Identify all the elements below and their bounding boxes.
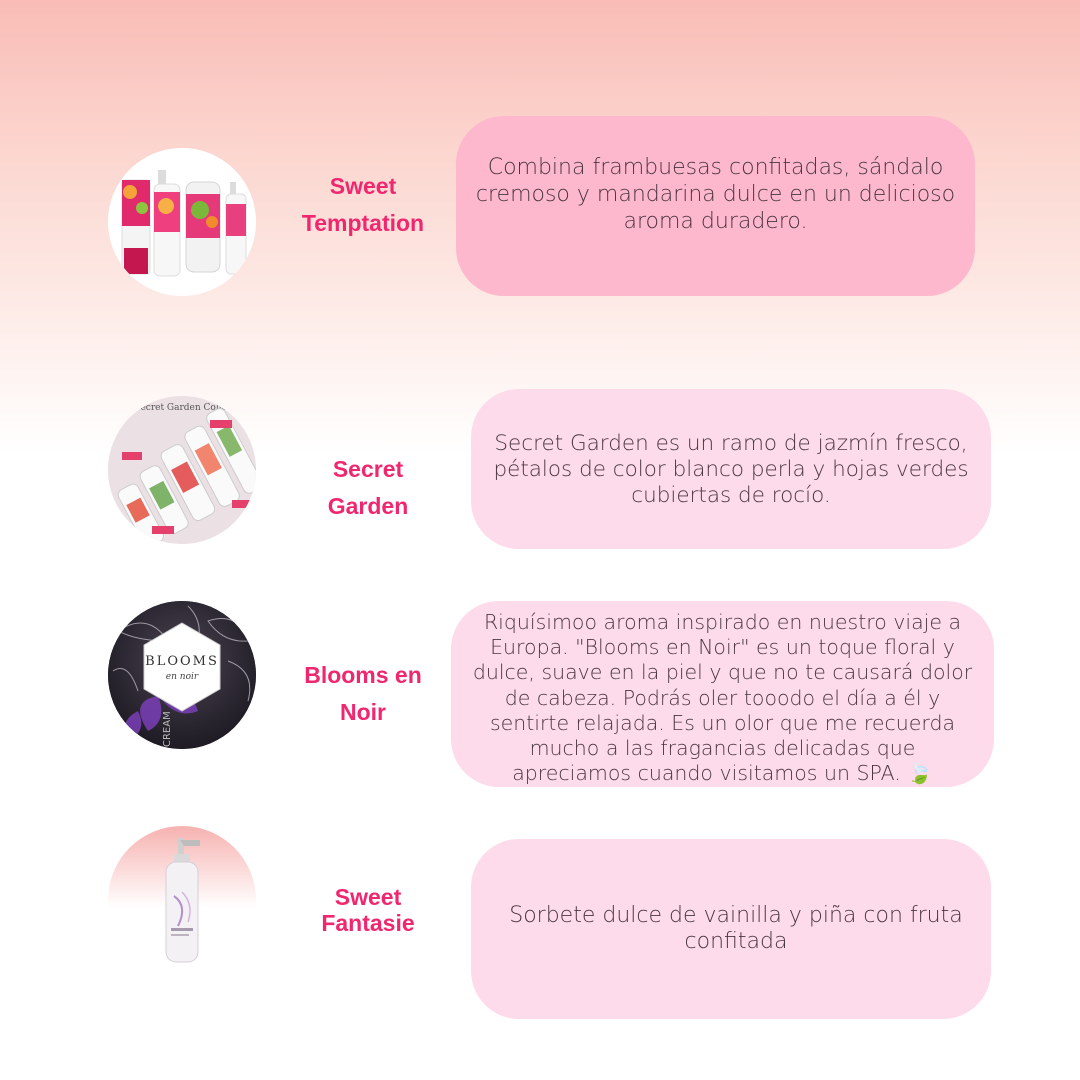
blooms-image-text: BLOOMS <box>145 654 219 669</box>
sweet-temptation-description: Combina frambuesas confitadas, sándalo cremoso y mandarina dulce en un delicioso aroma duradero. <box>475 155 956 234</box>
sweet-fantasie-image <box>108 826 256 974</box>
blooms-image-subtext: en noir <box>165 672 199 682</box>
blooms-en-noir-name: Blooms en Noir <box>304 662 422 725</box>
sweet-temptation-card <box>456 116 975 296</box>
secret-garden-image-text: The Secret Garden Collection <box>114 403 250 413</box>
secret-garden-name: Secret Garden <box>327 456 409 519</box>
sweet-fantasie-name: Sweet Fantasie <box>321 884 415 936</box>
secret-garden-image <box>108 396 256 544</box>
sweet-temptation-name: Sweet Temptation <box>301 173 425 236</box>
sweet-fantasie-card <box>471 839 991 1019</box>
sweet-temptation-image <box>108 148 256 296</box>
blooms-en-noir-card <box>451 601 994 787</box>
blooms-image-side-text: CREAM <box>162 711 173 747</box>
blooms-en-noir-description: Riquísimoo aroma inspirado en nuestro viaje a Europa. "Blooms en Noir" es un toque floral y dulce, suave en la piel y que no te causará dolor de cabeza. Podrás oler tooodo el día a él y sentirte relajada. Es un olor que me recuerda mucho a las fragancias delicadas que apreciamos cuando visitamos un SPA. 🍃 <box>472 610 973 786</box>
sweet-fantasie-description: Sorbete dulce de vainilla y piña con fruta confitada <box>509 903 963 954</box>
secret-garden-card <box>471 389 991 549</box>
blooms-en-noir-image <box>108 601 256 749</box>
secret-garden-description: Secret Garden es un ramo de jazmín fresco, pétalos de color blanco perla y hojas verdes cubiertas de rocío. <box>493 431 969 508</box>
